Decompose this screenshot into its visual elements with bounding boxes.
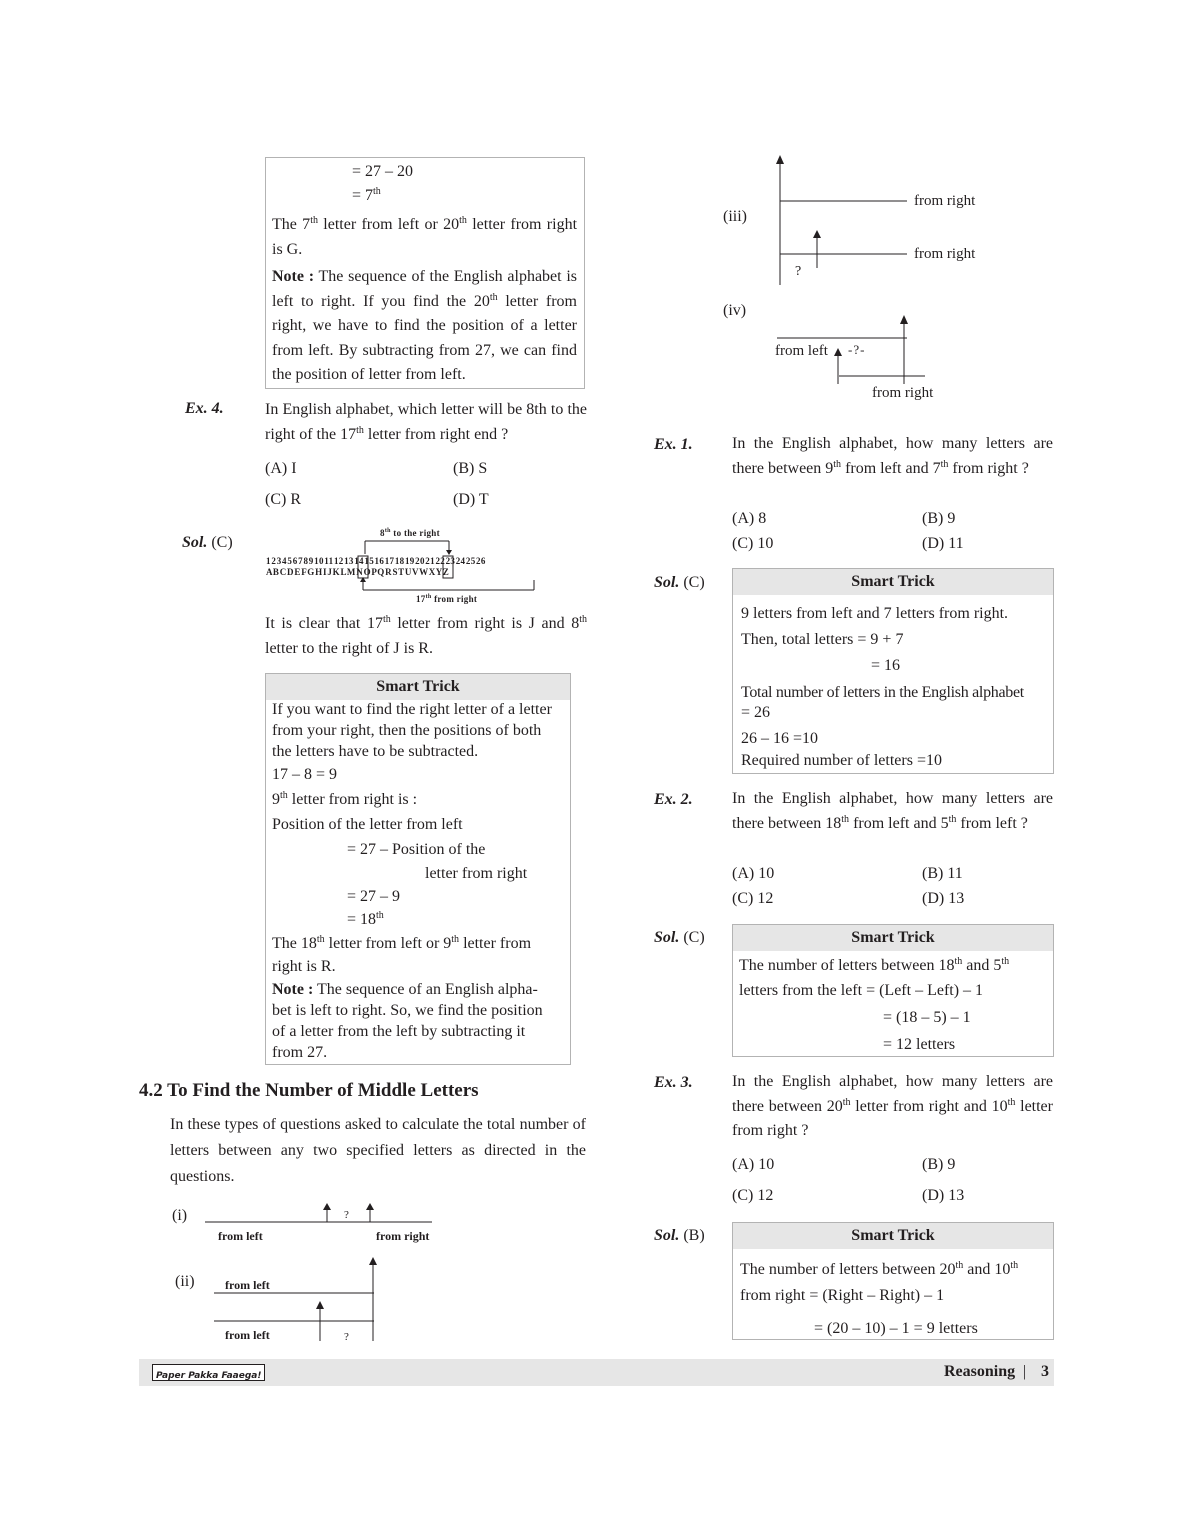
diagram-iii [770,150,910,285]
answer-paragraph: The 7th letter from left or 20th letter from right is G. [272,215,578,258]
diagram-iii-question: ? [795,264,802,279]
trick-line: Required number of letters =10 [741,752,942,769]
example-label: Ex. 2. [654,791,693,808]
section-paragraph: In these types of questions asked to calculate the total number of letters between any two specified letters as directed in the questions. [170,1116,586,1185]
question-text: In the English alphabet, how many letters are there between 18th from left and 5th from left ? [732,790,1053,832]
diagram-i-question: ? [344,1209,349,1221]
trick-note: from 27. [272,1044,328,1061]
diagram-ii-from-left: from left [225,1278,270,1292]
smart-trick-title: Smart Trick [733,569,1053,595]
diagram-iv-from-left: from left [775,343,828,359]
diagram-i-from-right: from right [376,1229,430,1243]
option-c: (C) R [265,491,301,508]
option-a: (A) 10 [732,1156,775,1173]
example-label: Ex. 3. [654,1074,693,1091]
figure-top-label: 8th to the right [380,528,440,538]
solution-explanation: It is clear that 17th letter from right is J and 8th letter to the right of J is R. [265,614,588,657]
trick-line: = 18th [347,910,384,928]
trick-line: = 16 [871,657,901,674]
trick-note: bet is left to right. So, we find the position [272,1002,543,1019]
example-label: Ex. 1. [654,436,693,453]
diagram-iv-from-right: from right [872,385,934,401]
calc-line: = 27 – 20 [352,163,414,180]
calc-line: = 7th [352,186,381,204]
trick-line: right is R. [272,958,336,975]
trick-line: from right = (Right – Right) – 1 [740,1287,945,1304]
solution-label: Sol. (B) [654,1227,705,1244]
option-b: (B) S [453,460,488,477]
option-c: (C) 12 [732,1187,774,1204]
question-text: In the English alphabet, how many letters are there between 9th from left and 7th from right ? [732,435,1053,477]
option-a: (A) 8 [732,510,767,527]
figure-bottom-label: 17th from right [416,594,478,604]
option-b: (B) 9 [922,1156,956,1173]
option-a: (A) 10 [732,865,775,882]
footer-subject: Reasoning [944,1363,1016,1380]
footer-logo: Paper Pakka Faaega! [152,1364,265,1381]
diagram-ii-from-left: from left [225,1328,270,1342]
alphabet-position-figure [264,524,549,608]
trick-line: 26 – 16 =10 [741,730,819,747]
solution-label: Sol. (C) [182,534,233,551]
trick-line: If you want to find the right letter of a letter [272,701,552,718]
trick-line: letters from the left = (Left – Left) – 1 [739,982,984,999]
diagram-label-i: (i) [172,1207,188,1224]
figure-lines [264,524,549,608]
trick-line: The number of letters between 20th and 10th [740,1260,1019,1278]
diagram-i-from-left: from left [218,1229,263,1243]
trick-line: = 27 – Position of the [347,841,486,858]
trick-line: 9th letter from right is : [272,790,418,808]
trick-line: letter from right [425,865,528,882]
page-footer [139,1359,1054,1386]
smart-trick-title: Smart Trick [733,1223,1053,1249]
page-number: 3 [1041,1363,1049,1380]
solution-label: Sol. (C) [654,574,705,591]
option-c: (C) 12 [732,890,774,907]
option-c: (C) 10 [732,535,774,552]
trick-line: = 26 [741,704,771,721]
trick-line: = (18 – 5) – 1 [883,1009,971,1026]
figure-letters-row: A B C D E F G H I J K L M N O P Q R S T U V W X Y Z [266,567,450,577]
diagram-iii-from-right: from right [914,246,976,262]
trick-line: from your right, then the positions of both [272,722,542,739]
trick-line: = 12 letters [883,1036,956,1053]
option-d: (D) 11 [922,535,964,552]
option-d: (D) T [453,491,489,508]
trick-line: Position of the letter from left [272,816,463,833]
smart-trick-title: Smart Trick [733,925,1053,951]
section-heading: 4.2 To Find the Number of Middle Letters [139,1080,479,1101]
question-text: In the English alphabet, how many letters are there between 20th letter from right and 10th letter from right ? [732,1073,1053,1139]
trick-line: = 27 – 9 [347,888,401,905]
trick-line: the letters have to be subtracted. [272,743,479,760]
diagram-iv-question: -?- [848,342,866,357]
diagram-label-iv: (iv) [723,302,747,319]
option-b: (B) 11 [922,865,963,882]
option-b: (B) 9 [922,510,956,527]
trick-line: 9 letters from left and 7 letters from right. [741,605,1009,622]
trick-note: Note : The sequence of an English alpha- [272,981,538,998]
option-d: (D) 13 [922,890,965,907]
footer-separator: | [1023,1363,1027,1380]
question-text: In English alphabet, which letter will be 8th to the right of the 17th letter from right end ? [265,401,587,443]
trick-line: The number of letters between 18th and 5th [739,956,1010,974]
diagram-iii-from-right: from right [914,193,976,209]
note-paragraph: Note : The sequence of the English alphabet is left to right. If you find the 20th letter from right, we have to find the position of a letter from left. By subtracting from 27, we can find the position of letter from left. [272,268,578,383]
option-a: (A) I [265,460,297,477]
trick-note: of a letter from the left by subtracting it [272,1023,526,1040]
trick-line: 17 – 8 = 9 [272,766,338,783]
smart-trick-title: Smart Trick [266,674,570,700]
option-d: (D) 13 [922,1187,965,1204]
trick-line: Then, total letters = 9 + 7 [741,631,904,648]
diagram-label-ii: (ii) [175,1273,195,1290]
example-label: Ex. 4. [185,400,224,417]
diagram-label-iii: (iii) [723,208,747,225]
solution-label: Sol. (C) [654,929,705,946]
trick-line: Total number of letters in the English alphabet [741,684,1024,701]
trick-line: The 18th letter from left or 9th letter from [272,934,532,952]
trick-line: = (20 – 10) – 1 = 9 letters [814,1320,978,1337]
diagram-ii-question: ? [344,1331,349,1343]
figure-numbers-row: 1 2 3 4 5 6 7 8 9 10 11 12 13 14 15 16 17 18 19 20 21 22 23 24 25 26 [266,556,486,566]
